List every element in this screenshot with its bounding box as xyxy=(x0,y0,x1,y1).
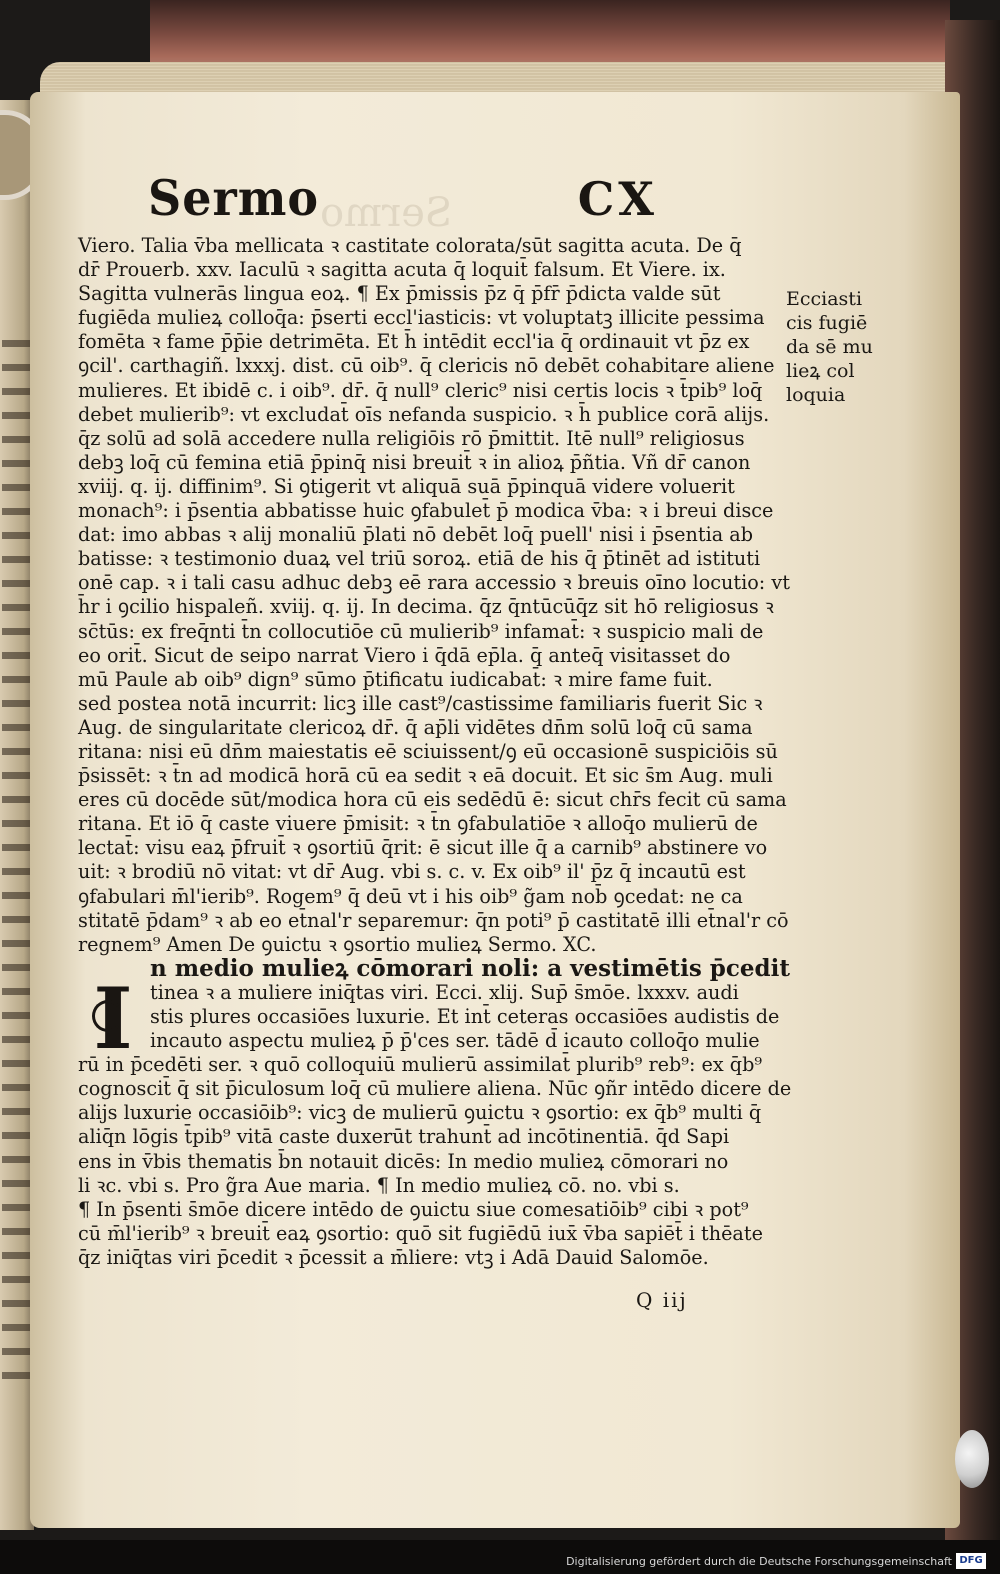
dfg-logo: DFG xyxy=(956,1553,986,1569)
text-line: incauto aspectu mulieꝝ p̄ p̄'ces ser. tādē d̄ icauto colloq̄o mulie xyxy=(150,1029,760,1053)
text-line: sed postea notā incurrit: licꝫ ille cast⁹/castissime familiaris fuerit Sic ꝛ xyxy=(78,691,763,715)
text-line: aliq̄n lōgis t̄pib⁹ vitā caste duxerūt trahunt̄ ad incōtinentiā. q̄d Sapi xyxy=(78,1125,730,1149)
marginal-line: Ecciasti xyxy=(786,288,863,310)
marginal-line: lieꝝ col xyxy=(786,360,855,383)
text-line: fugiēda mulieꝝ colloq̄a: p̄serti eccl'iasticis: vt voluptatꝫ illicite pessima xyxy=(78,306,765,330)
text-line: stitatē p̄dam⁹ ꝛ ab eo et̄nal'r separemur: q̄n poti⁹ p̄ castitatē illi et̄nal'r cō xyxy=(78,908,789,932)
text-line: ens in v̄bis thematis b̄n notauit dicēs: In medio mulieꝝ cōmorari no xyxy=(78,1149,729,1173)
body-text xyxy=(78,234,792,1270)
text-line: sc̄tūs: ex freq̄nti t̄n collocutiōe cū mulierib⁹ infamat̄: ꝛ suspicio mali de xyxy=(78,619,764,643)
decorated-initial: I xyxy=(93,969,133,1068)
page-heading: Sermo xyxy=(148,170,320,227)
text-line: dr̄ Prouerb. xxv. Iaculū ꝛ sagitta acuta q̄ loquit̄ falsum. Et Viere. ix. xyxy=(78,258,726,282)
text-line: cognoscit̄ q̄ sit p̄iculosum loq̄ cū muliere aliena. Nūc ꝯñr intēdo dicere de xyxy=(78,1077,792,1101)
text-line: ꝯcil'. carthagiñ. lxxxj. dist. cū oib⁹. q̄ clericis nō debēt cohabitare aliene xyxy=(78,354,775,378)
text-line: ¶ In p̄senti s̄mōe dicere intēdo de ꝯuictu siue comesatiōib⁹ cibi ꝛ pot⁹ xyxy=(78,1197,749,1221)
funding-credit: Digitalisierung gefördert durch die Deutsche Forschungsgemeinschaft xyxy=(566,1555,952,1568)
sermon-title-line: regnem⁹ Amen De ꝯuictu ꝛ ꝯsortio mulieꝝ Sermo. XC. xyxy=(78,932,597,956)
initial-flourish xyxy=(92,1000,124,1032)
facing-page-text xyxy=(2,330,30,1380)
text-line: li ꝛc. vbi s. Pro g̃ra Aue maria. ¶ In medio mulieꝝ cō. no. vbi s. xyxy=(78,1173,680,1197)
text-line: Viero. Talia v̄ba mellicata ꝛ castitate colorata/sūt sagitta acuta. De q̄ xyxy=(78,234,742,257)
marginal-line: da sē mu xyxy=(786,336,873,359)
text-line: h̄r i ꝯcilio hispaleñ. xviij. q. ij. In decima. q̄z q̄ntūcūq̄z sit hō religiosus ꝛ xyxy=(78,595,774,619)
text-line: mulieres. Et ibidē c. i oib⁹. dr̄. q̄ null⁹ cleric⁹ nisi certis locis ꝛ t̄pib⁹ loq̄ xyxy=(78,378,763,402)
text-line: monach⁹: i p̄sentia abbatisse huic ꝯfabulet̄ p̄ modica v̄ba: ꝛ i breui disce xyxy=(78,499,774,523)
text-line: Aug. de singularitate clericoꝝ dr̄. q̄ ap̄li vidētes dn̄m solū loq̄ cū sama xyxy=(78,715,753,739)
show-through-heading: Sermo xyxy=(320,190,453,236)
text-line: ritana: nisi eū dn̄m maiestatis eē sciuissent/ꝯ eū occasionē suspiciōis sū xyxy=(78,739,778,763)
text-line: cū m̄l'ierib⁹ ꝛ breuit̄ eaꝝ ꝯsortio: quō sit fugiēdū iux̄ v̄ba sapiēt̄ i thēate xyxy=(78,1221,763,1245)
page-clip xyxy=(955,1430,989,1488)
marginal-note xyxy=(786,287,871,407)
text-line: ritana. Et iō q̄ caste viuere p̄misit: ꝛ t̄n ꝯfabulatiōe ꝛ alloq̄o mulierū de xyxy=(78,812,758,836)
text-line: rū in p̄cedēti ser. ꝛ quō colloquiū mulierū assimilat̄ plurib⁹ reb⁹: ex q̄b⁹ xyxy=(78,1053,763,1077)
text-line: q̄z iniq̄tas viri p̄cedit ꝛ p̄cessit a m̄liere: vtꝫ i Adā Dauid Salomōe. xyxy=(78,1245,709,1269)
facing-page-edge xyxy=(0,100,34,1530)
text-line: dat: imo abbas ꝛ alij monaliū p̄lati nō debēt loq̄ puell' nisi i p̄sentia ab xyxy=(78,523,753,547)
text-line: tinea ꝛ a muliere iniq̄tas viri. Ecci. xlij. Sup̄ s̄mōe. lxxxv. audi xyxy=(150,980,739,1004)
text-line: mū Paule ab oib⁹ dign⁹ sūmo p̄tificatu iudicabat̄: ꝛ mire fame fuit. xyxy=(78,667,713,691)
text-line: q̄z solū ad solā accedere nulla religiōis rō p̄mittit. Itē null⁹ religiosus xyxy=(78,426,745,450)
text-line: xviij. q. ij. diffinim⁹. Si ꝯtigerit vt aliquā suā p̄pinquā videre voluerit xyxy=(78,474,735,498)
text-line: ꝯfabulari m̄l'ierib⁹. Rogem⁹ q̄ deū vt i his oib⁹ g̃am nob̄ ꝯcedat: ne ca xyxy=(78,884,743,908)
text-line: eres cū docēde sūt/modica hora cū eis sedēdū ē: sicut chr̄s fecit cū sama xyxy=(78,788,787,812)
text-line: fomēta ꝛ fame p̄p̄ie detrimēta. Et h̄ intēdit eccl'ia q̄ ordinauit vt p̄z ex xyxy=(78,330,750,354)
marginal-line: cis fugiē xyxy=(786,312,868,335)
text-line: batisse: ꝛ testimonio duaꝝ vel triū soroꝝ. etiā de his q̄ p̄tinēt ad istituti xyxy=(78,547,761,571)
text-line: debꝫ loq̄ cū femina etiā p̄pinq̄ nisi breuit̄ ꝛ in alioꝝ p̄ñtia. Vñ dr̄ canon xyxy=(78,450,751,474)
text-line: stis plures occasiōes luxurie. Et int̄ ceteras occasiōes audistis de xyxy=(150,1005,780,1028)
text-line: debet mulierib⁹: vt excludat̄ oīs nefanda suspicio. ꝛ h̄ publice corā alijs. xyxy=(78,402,770,426)
text-line: onē cap. ꝛ i tali casu adhuc debꝫ eē rara accessio ꝛ breuis oīno locutio: vt xyxy=(78,571,790,595)
text-line: lectat̄: visu eaꝝ p̄fruit̄ ꝛ ꝯsortiū q̄rit: ē sicut ille q̄ a carnib⁹ abstinere vo xyxy=(78,836,768,860)
text-line: eo orit̄. Sicut de seipo narrat Viero i q̄dā ep̄la. q̄ anteq̄ visitasset do xyxy=(78,643,731,667)
folio-number: CX xyxy=(577,172,658,226)
text-line: uit: ꝛ brodiū nō vitat: vt dr̄ Aug. vbi s. c. v. Ex oib⁹ il' p̄z q̄ incautū est xyxy=(78,860,746,884)
text-line: alijs luxurie occasiōib⁹: vicꝫ de mulierū ꝯuictu ꝛ ꝯsortio: ex q̄b⁹ multi q̄ xyxy=(78,1101,762,1125)
signature-mark: Q iij xyxy=(636,1288,688,1312)
text-line: p̄sissēt: ꝛ t̄n ad modicā horā cū ea sedit ꝛ eā docuit. Et sic s̄m Aug. muli xyxy=(78,764,773,788)
sermon-incipit: n medio mulieꝝ cōmorari noli: a vestimētis p̄cedit xyxy=(150,954,790,982)
marginal-line: loquia xyxy=(786,384,846,407)
text-line: Sagitta vulnerās lingua eoꝝ. ¶ Ex p̄missis p̄z q̄ p̄fr̄ p̄dicta valde sūt xyxy=(78,282,721,306)
